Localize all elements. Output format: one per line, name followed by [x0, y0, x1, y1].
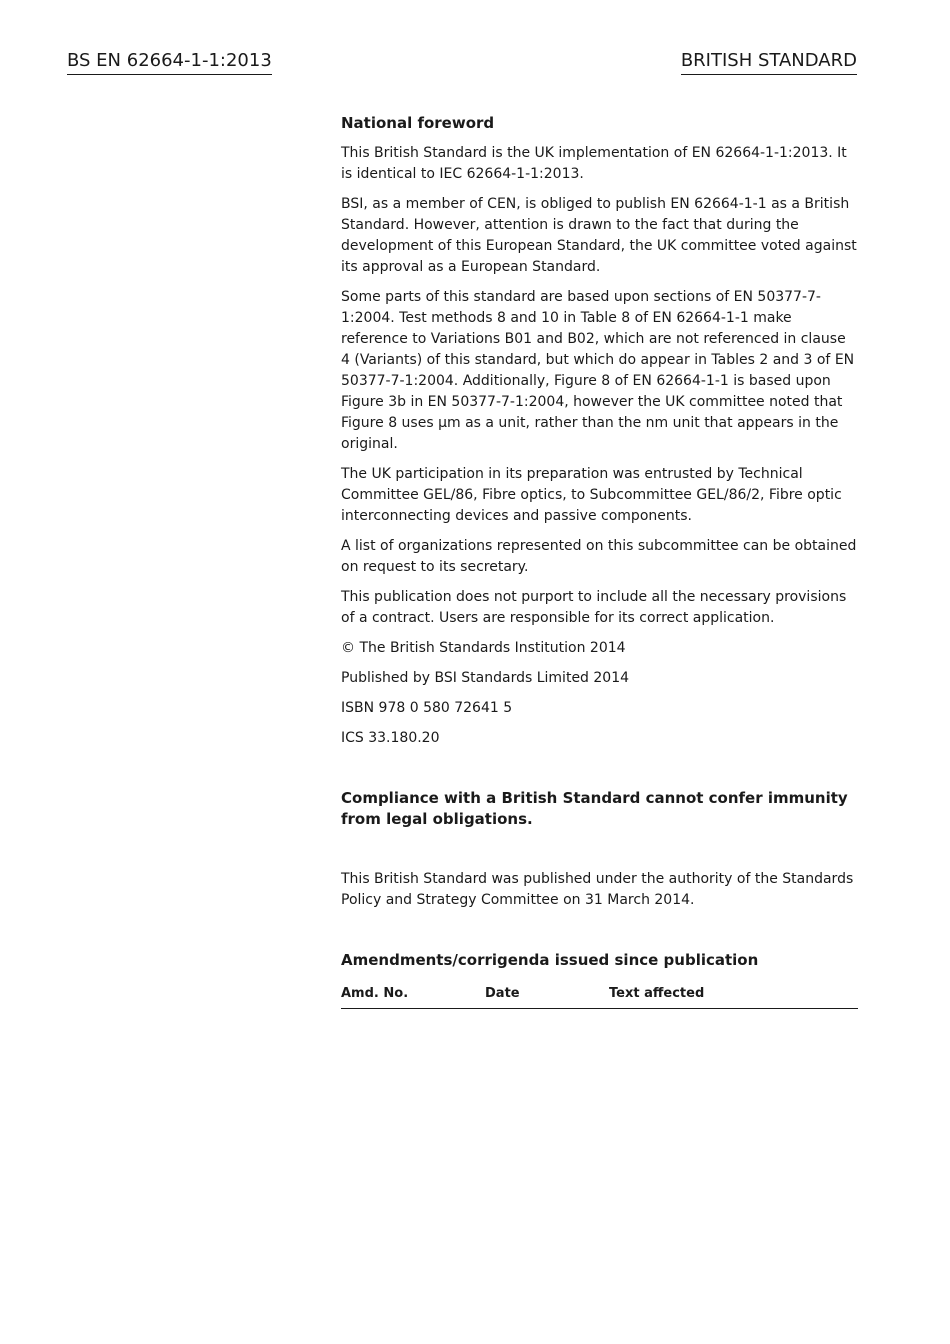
- compliance-statement: Compliance with a British Standard cannot confer immunity from legal obligations.: [341, 789, 848, 828]
- foreword-paragraph: A list of organizations represented on this subcommittee can be obtained on request to its secretary.: [341, 538, 857, 575]
- foreword-paragraph: This British Standard is the UK implementation of EN 62664-1-1:2013. It is identical to IEC 62664-1-1:2013.: [341, 145, 847, 182]
- foreword-paragraph: The UK participation in its preparation was entrusted by Technical Committee GEL/86, Fibre optics, to Subcommittee GEL/86/2, Fibre optic interconnecting devices and passive components.: [341, 466, 842, 524]
- copyright-notice: © The British Standards Institution 2014: [341, 640, 626, 656]
- amendments-title: Amendments/corrigenda issued since publication: [341, 951, 759, 969]
- ics-line: ICS 33.180.20: [341, 730, 440, 746]
- foreword-paragraph: BSI, as a member of CEN, is obliged to publish EN 62664-1-1 as a British Standard. However, attention is drawn to the fact that during the development of this European Standard, the UK committee voted against its approval as a European Standard.: [341, 196, 857, 275]
- national-foreword: [341, 113, 858, 1009]
- foreword-title: National foreword: [341, 114, 495, 132]
- publisher-line: Published by BSI Standards Limited 2014: [341, 670, 630, 686]
- authority-statement: This British Standard was published under the authority of the Standards Policy and Strategy Committee on 31 March 2014.: [341, 871, 854, 908]
- amendments-column-text-affected: Text affected: [609, 986, 705, 1001]
- amendments-table: [341, 980, 858, 1009]
- foreword-paragraph: This publication does not purport to include all the necessary provisions of a contract. Users are responsible for its correct application.: [341, 589, 847, 626]
- page-header: [67, 50, 857, 80]
- standard-label: BRITISH STANDARD: [681, 50, 857, 75]
- standard-number: BS EN 62664-1-1:2013: [67, 50, 272, 75]
- foreword-paragraph: Some parts of this standard are based upon sections of EN 50377-7-1:2004. Test methods 8 and 10 in Table 8 of EN 62664-1-1 make reference to Variations B01 and B02, which are not referenced in clause 4 (Variants) of this standard, but which do appear in Tables 2 and 3 of EN 50377-7-1:2004. Additionally, Figure 8 of EN 62664-1-1 is based upon Figure 3b in EN 50377-7-1:2004, however the UK committee noted that Figure 8 uses µm as a unit, rather than the nm unit that appears in the original.: [341, 289, 855, 452]
- isbn-line: ISBN 978 0 580 72641 5: [341, 700, 513, 716]
- amendments-column-amd-no: Amd. No.: [341, 986, 409, 1001]
- amendments-column-date: Date: [485, 986, 520, 1001]
